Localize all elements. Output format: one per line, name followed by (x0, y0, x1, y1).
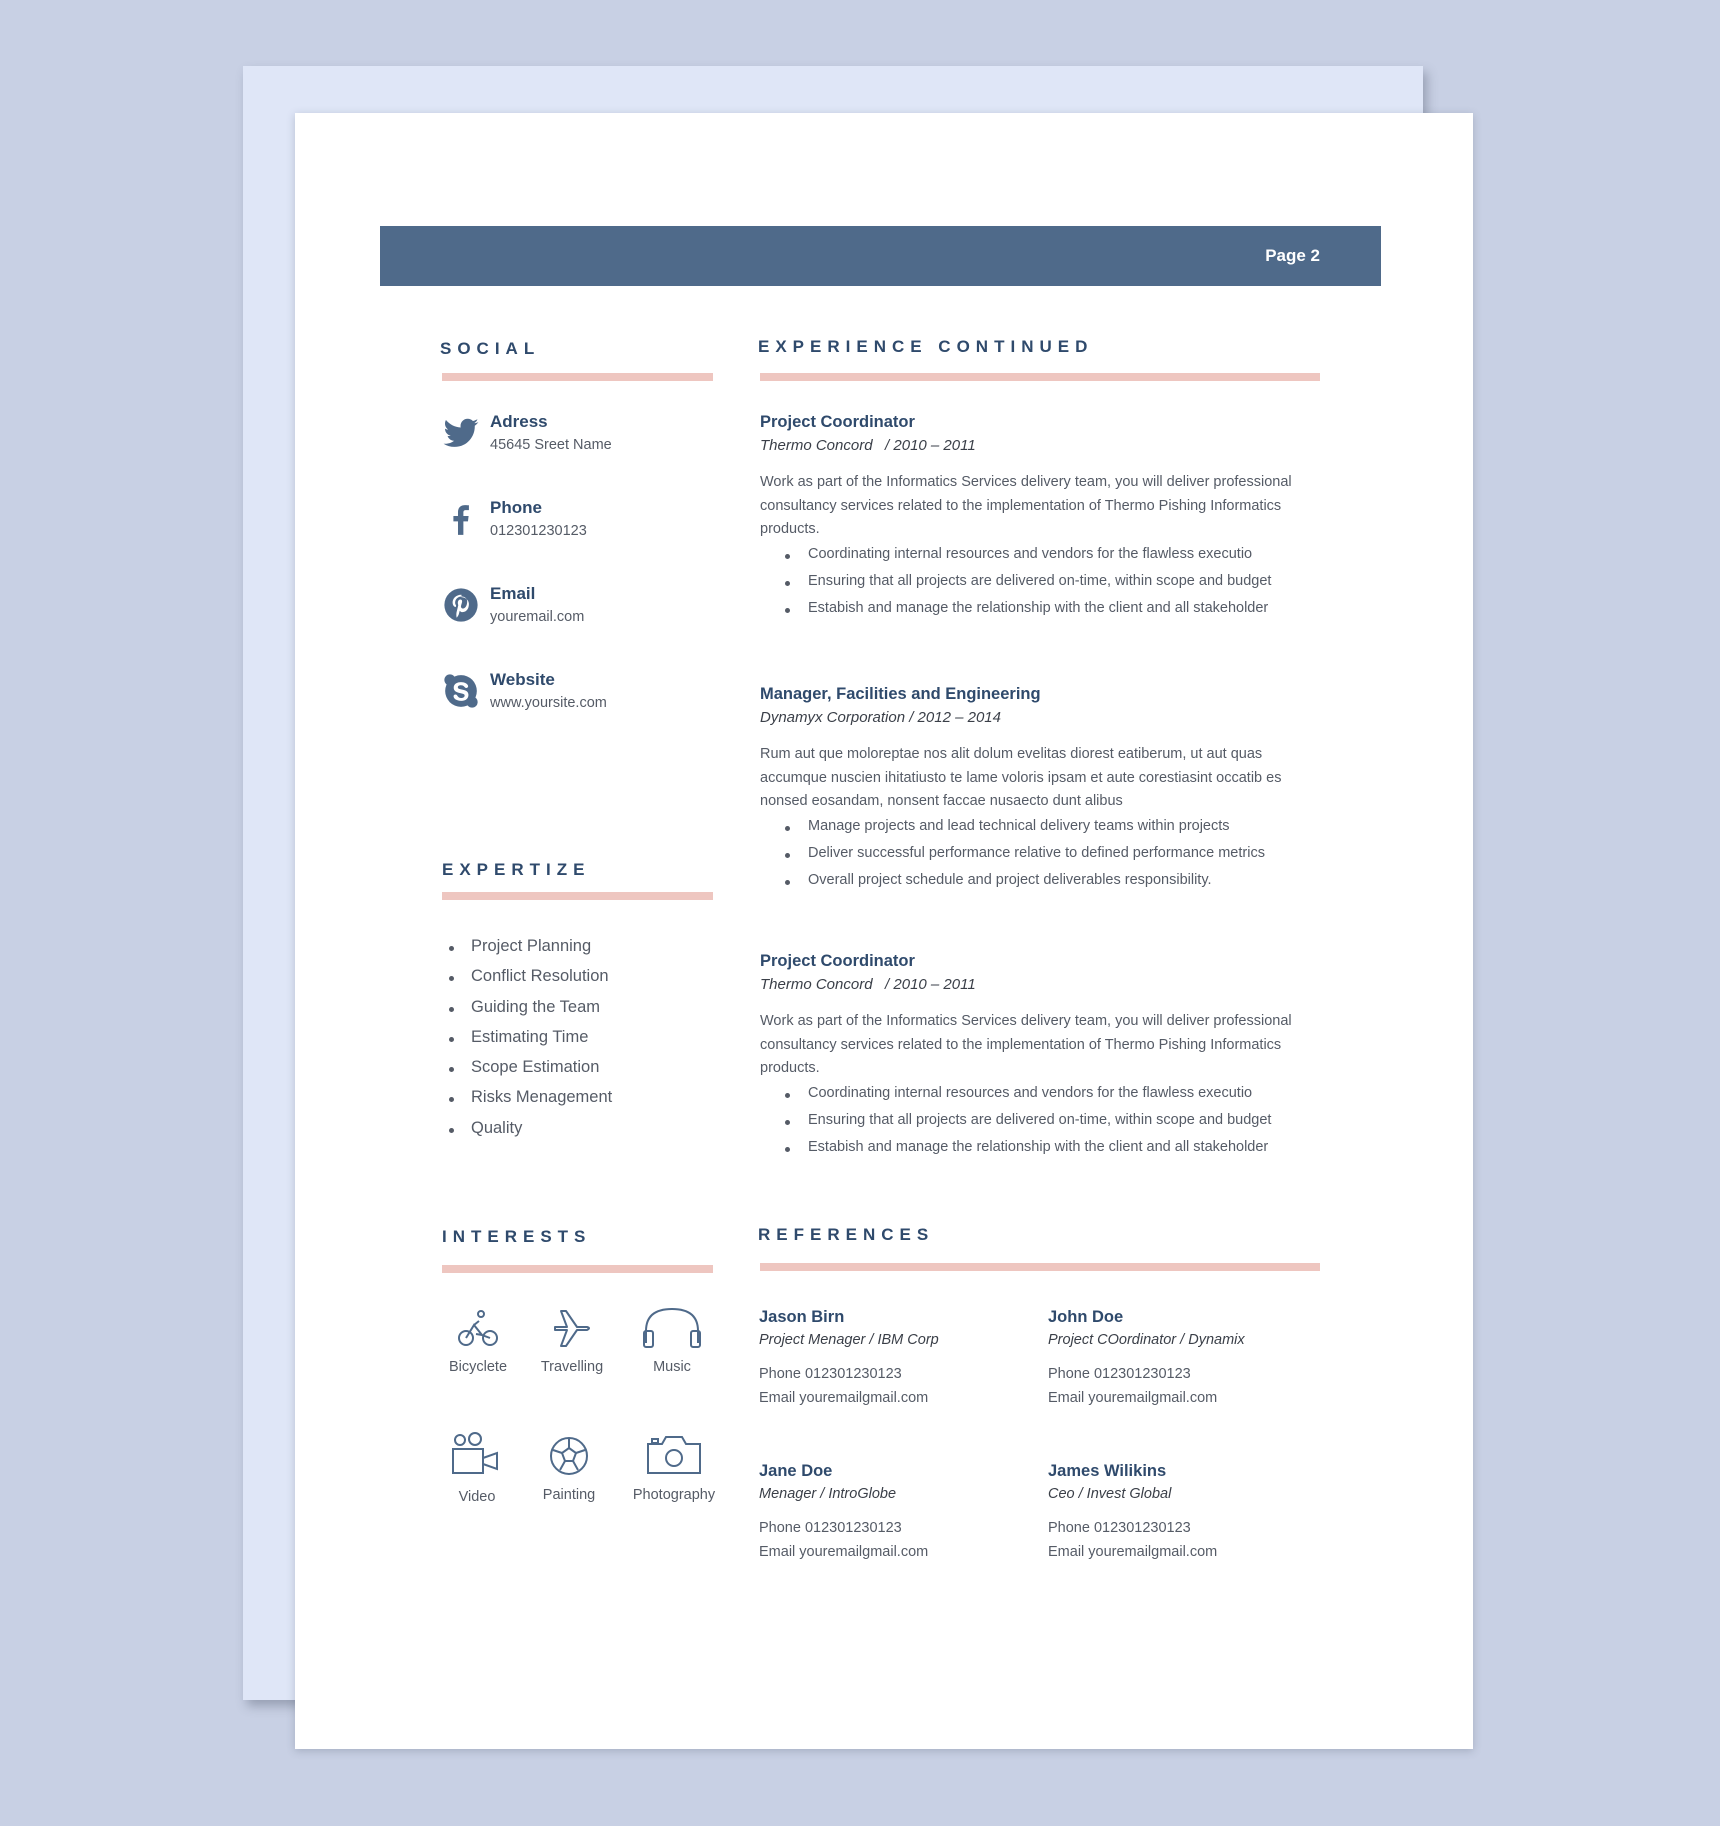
references-divider (760, 1263, 1320, 1271)
list-item: Ensuring that all projects are delivered on-time, within scope and budget (760, 573, 1340, 600)
expertize-section-title: EXPERTIZE (442, 860, 591, 879)
list-item: Project Planning (443, 937, 612, 967)
reference-role: Menager / IntroGlobe (759, 1486, 897, 1502)
pinterest-icon (442, 586, 480, 624)
expertize-divider (442, 892, 713, 900)
social-value-phone: 012301230123 (490, 523, 587, 539)
camera-icon (645, 1431, 703, 1479)
social-section-title: SOCIAL (440, 339, 541, 358)
reference-role: Project COordinator / Dynamix (1048, 1332, 1245, 1348)
job-bullets (760, 546, 1340, 627)
reference-card (1048, 1462, 1328, 1568)
list-item: Manage projects and lead technical delivery teams within projects (760, 818, 1340, 845)
interest-label: Painting (542, 1487, 596, 1503)
airplane-icon (549, 1305, 595, 1351)
bicycle-icon (455, 1305, 501, 1351)
reference-email: Email youremailgmail.com (1048, 1390, 1218, 1406)
job-entry (760, 685, 1340, 899)
interests-section-title: INTERESTS (442, 1227, 592, 1246)
reference-card (759, 1308, 1039, 1414)
reference-phone: Phone 012301230123 (1048, 1366, 1191, 1382)
expertize-list (443, 937, 612, 1149)
interest-label: Travelling (540, 1359, 604, 1375)
twitter-icon (442, 414, 480, 452)
social-value-address: 45645 Sreet Name (490, 437, 612, 453)
job-description: Work as part of the Informatics Services delivery team, you will deliver professional consultancy services related to the implementation of Thermo Pishing Informatics products. (760, 1013, 1292, 1076)
interest-item-painting (514, 1433, 624, 1503)
list-item: Guiding the Team (443, 998, 612, 1028)
reference-name: Jason Birn (759, 1308, 845, 1326)
list-item: Scope Estimation (443, 1058, 612, 1088)
reference-phone: Phone 012301230123 (759, 1366, 902, 1382)
social-label-email: Email (490, 584, 536, 603)
interest-label: Video (458, 1489, 496, 1505)
list-item: Estabish and manage the relationship with the client and all stakeholder (760, 1139, 1340, 1166)
resume-page (295, 113, 1473, 1749)
reference-role: Project Menager / IBM Corp (759, 1332, 939, 1348)
job-title: Manager, Facilities and Engineering (760, 685, 1041, 703)
reference-name: John Doe (1048, 1308, 1124, 1326)
job-description: Rum aut que moloreptae nos alit dolum evelitas diorest eatiberum, ut aut quas accumque nuscien ihitatiusto te lame voloris ipsam et aute corestiasint occatib es nonsed eosandam, nonsent faccae nusaecto dunt alibus (760, 746, 1282, 809)
experience-section-title: EXPERIENCE CONTINUED (758, 337, 1094, 356)
job-company: Thermo Concord / 2010 – 2011 (760, 976, 976, 993)
reference-name: James Wilikins (1048, 1462, 1167, 1480)
reference-role: Ceo / Invest Global (1048, 1486, 1172, 1502)
list-item: Risks Menagement (443, 1088, 612, 1118)
job-bullets (760, 818, 1340, 899)
job-company: Thermo Concord / 2010 – 2011 (760, 437, 976, 454)
reference-phone: Phone 012301230123 (1048, 1520, 1191, 1536)
list-item: Overall project schedule and project deliverables responsibility. (760, 872, 1340, 899)
interest-label: Photography (632, 1487, 716, 1503)
job-entry (760, 413, 1340, 627)
reference-email: Email youremailgmail.com (759, 1390, 929, 1406)
list-item: Conflict Resolution (443, 967, 612, 997)
job-title: Project Coordinator (760, 413, 915, 431)
social-value-email: youremail.com (490, 609, 585, 625)
interest-item-photography (619, 1431, 729, 1503)
job-company: Dynamyx Corporation / 2012 – 2014 (760, 709, 1001, 726)
social-label-address: Adress (490, 412, 548, 431)
social-divider (442, 373, 713, 381)
headphones-icon (640, 1305, 704, 1351)
list-item: Ensuring that all projects are delivered on-time, within scope and budget (760, 1112, 1340, 1139)
interest-item-travelling (517, 1305, 627, 1375)
interest-item-music (617, 1305, 727, 1375)
list-item: Coordinating internal resources and vendors for the flawless executio (760, 546, 1340, 573)
social-label-website: Website (490, 670, 555, 689)
job-bullets (760, 1085, 1340, 1166)
reference-email: Email youremailgmail.com (759, 1544, 929, 1560)
reference-card (759, 1462, 1039, 1568)
page-number-label: Page 2 (1265, 246, 1320, 265)
skype-icon (442, 672, 480, 710)
reference-name: Jane Doe (759, 1462, 833, 1480)
job-description: Work as part of the Informatics Services delivery team, you will deliver professional consultancy services related to the implementation of Thermo Pishing Informatics products. (760, 474, 1292, 537)
job-title: Project Coordinator (760, 952, 915, 970)
list-item: Quality (443, 1119, 612, 1149)
references-section-title: REFERENCES (758, 1225, 935, 1244)
list-item: Deliver successful performance relative to defined performance metrics (760, 845, 1340, 872)
experience-divider (760, 373, 1320, 381)
interests-divider (442, 1265, 713, 1273)
interest-label: Bicyclete (448, 1359, 508, 1375)
facebook-icon (442, 500, 480, 538)
reference-phone: Phone 012301230123 (759, 1520, 902, 1536)
list-item: Estabish and manage the relationship with the client and all stakeholder (760, 600, 1340, 627)
reference-card (1048, 1308, 1328, 1414)
video-camera-icon (449, 1431, 505, 1481)
social-label-phone: Phone (490, 498, 542, 517)
list-item: Coordinating internal resources and vendors for the flawless executio (760, 1085, 1340, 1112)
interest-label: Music (653, 1359, 691, 1375)
header-bar (380, 226, 1381, 286)
list-item: Estimating Time (443, 1028, 612, 1058)
job-entry (760, 952, 1340, 1166)
social-value-website: www.yoursite.com (490, 695, 607, 711)
reference-email: Email youremailgmail.com (1048, 1544, 1218, 1560)
ball-icon (546, 1433, 592, 1479)
